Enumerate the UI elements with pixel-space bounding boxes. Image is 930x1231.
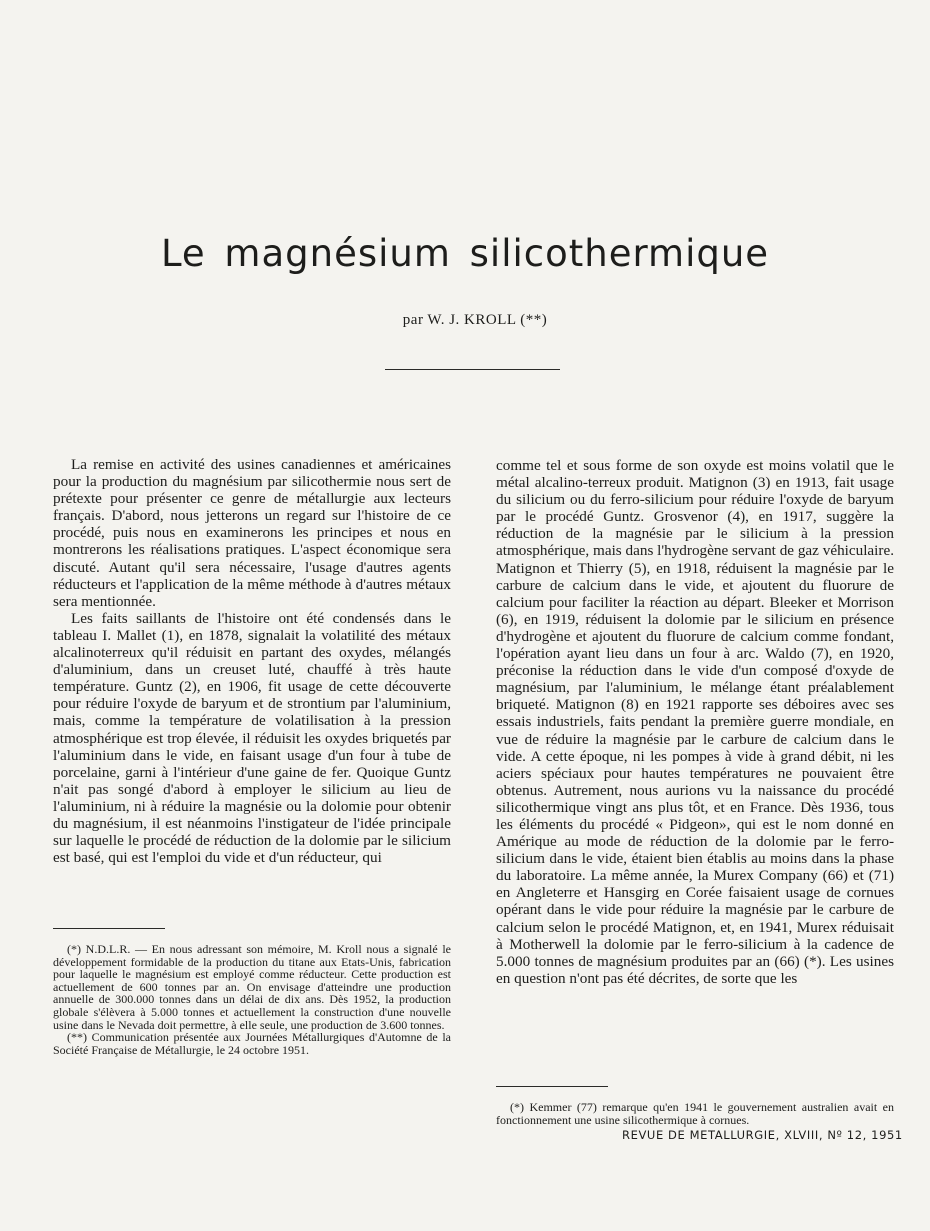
footnotes-left	[53, 943, 451, 1056]
footnotes-right	[496, 1101, 894, 1126]
article-author: par W. J. KROLL (**)	[402, 312, 548, 328]
footnote-divider-left	[53, 928, 165, 929]
article-title: Le magnésium silicothermique	[160, 232, 770, 275]
title-divider	[385, 369, 560, 370]
footnote: (*) Kemmer (77) remarque qu'en 1941 le gouvernement australien avait en fonctionnement une usine silicothermique à cornues.	[496, 1100, 894, 1127]
body-paragraph: Les faits saillants de l'histoire ont été condensés dans le tableau I. Mallet (1), en 1878, signalait la volatilité des métaux alcalinoterreux qu'il réduisit en partant des oxydes, mélangés d'aluminium, dans un creuset luté, chauffé à très haute température. Guntz (2), en 1906, fit usage de cette découverte pour réduire l'oxyde de baryum et de strontium par l'aluminium, mais, comme la température de volatilisation à la pression atmosphérique est trop élevée, il réduisit les oxydes briquetés par l'aluminium dans le vide, en faisant usage d'un four à tube de porcelaine, garni à l'intérieur d'une gaine de fer. Quoique Guntz n'ait pas songé d'abord à employer le silicium au lieu de l'aluminium, ni à réduire la magnésie ou la dolomie pour obtenir du magnésium, il est néanmoins l'instigateur de l'idée principale sur laquelle le procédé de réduction de la dolomie par le silicium est basé, qui est l'emploi du vide et d'un réducteur, qui	[53, 609, 451, 867]
running-footer: REVUE DE METALLURGIE, XLVIII, Nº 12, 1951	[622, 1128, 903, 1142]
footnote: (*) N.D.L.R. — En nous adressant son mémoire, M. Kroll nous a signalé le développement formidable de la production du titane aux Etats-Unis, fabrication pour laquelle le magnésium est employé comme réducteur. Cette production est actuellement de 600 tonnes par an. On envisage d'atteindre une production annuelle de 300.000 tonnes dans un délai de dix ans. Dès 1952, la production globale s'élèvera à 5.000 tonnes et actuellement la construction d'une nouvelle usine dans le Nevada doit permettre, à elle seule, une production de 3.600 tonnes.	[53, 942, 451, 1032]
body-paragraph: La remise en activité des usines canadiennes et américaines pour la production du magnésium par silicothermie nous sert de prétexte pour présenter ce genre de métallurgie aux lecteurs français. D'abord, nous jetterons un regard sur l'histoire de ce procédé, puis nous en examinerons les principes et nous en montrerons les réalisations pratiques. L'aspect économique sera discuté. Autant qu'il sera nécessaire, l'usage d'autres agents réducteurs et l'application de la même méthode à d'autres métaux sera mentionnée.	[53, 456, 451, 610]
footnote: (**) Communication présentée aux Journées Métallurgiques d'Automne de la Société Française de Métallurgie, le 24 octobre 1951.	[53, 1030, 451, 1057]
body-paragraph: comme tel et sous forme de son oxyde est moins volatil que le métal alcalino-terreux produit. Matignon (3) en 1913, fait usage du silicium ou du ferro-silicium pour réduire l'oxyde de baryum par le procédé Guntz. Grosvenor (4), en 1917, suggère la réduction de la magnésie par le silicium à la pression atmosphérique, mais dans l'hydrogène servant de gaz véhiculaire. Matignon et Thierry (5), en 1918, réduisent la magnésie par le carbure de calcium dans le vide, et ajoutent du fluorure de calcium pour faciliter la réaction au départ. Bleeker et Morrison (6), en 1919, réduisent la dolomie par le silicium en présence d'hydrogène et ajoutent du fluorure de calcium comme fondant, l'opération ayant lieu dans un four à arc. Waldo (7), en 1920, préconise la réduction dans le vide d'un composé d'oxyde de magnésium, par l'aluminium, le mélange étant préalablement briqueté. Matignon (8) en 1921 rapporte ses déboires avec ses essais industriels, faits pendant la première guerre mondiale, en vue de réduire la magnésie par le carbure de calcium dans le vide. A cette époque, ni les pompes à vide à grand débit, ni les aciers spéciaux pour hautes températures ne pouvaient être obtenus. Autrement, nous aurions vu la naissance du procédé silicothermique vingt ans plus tôt, et en France. Dès 1936, tous les éléments du procédé « Pidgeon», qui est le nom donné en Amérique au mode de réduction de la dolomie par le ferro-silicium dans le vide, étaient bien établis au moins dans la phase du laboratoire. La même année, la Murex Company (66) et (71) en Angleterre et Hansgirg en Corée faisaient usage de cornues opérant dans le vide pour réduire la magnésie par le carbure de calcium selon le procédé Matignon, et, en 1941, Murex réduisait à Motherwell la dolomie par le ferro-silicium à la cadence de 5.000 tonnes de magnésium produites par an (66) (*). Les usines en question n'ont pas été décrites, de sorte que les	[496, 457, 894, 987]
body-column-left	[53, 456, 451, 866]
footnote-divider-right	[496, 1086, 608, 1087]
body-column-right	[496, 457, 894, 987]
